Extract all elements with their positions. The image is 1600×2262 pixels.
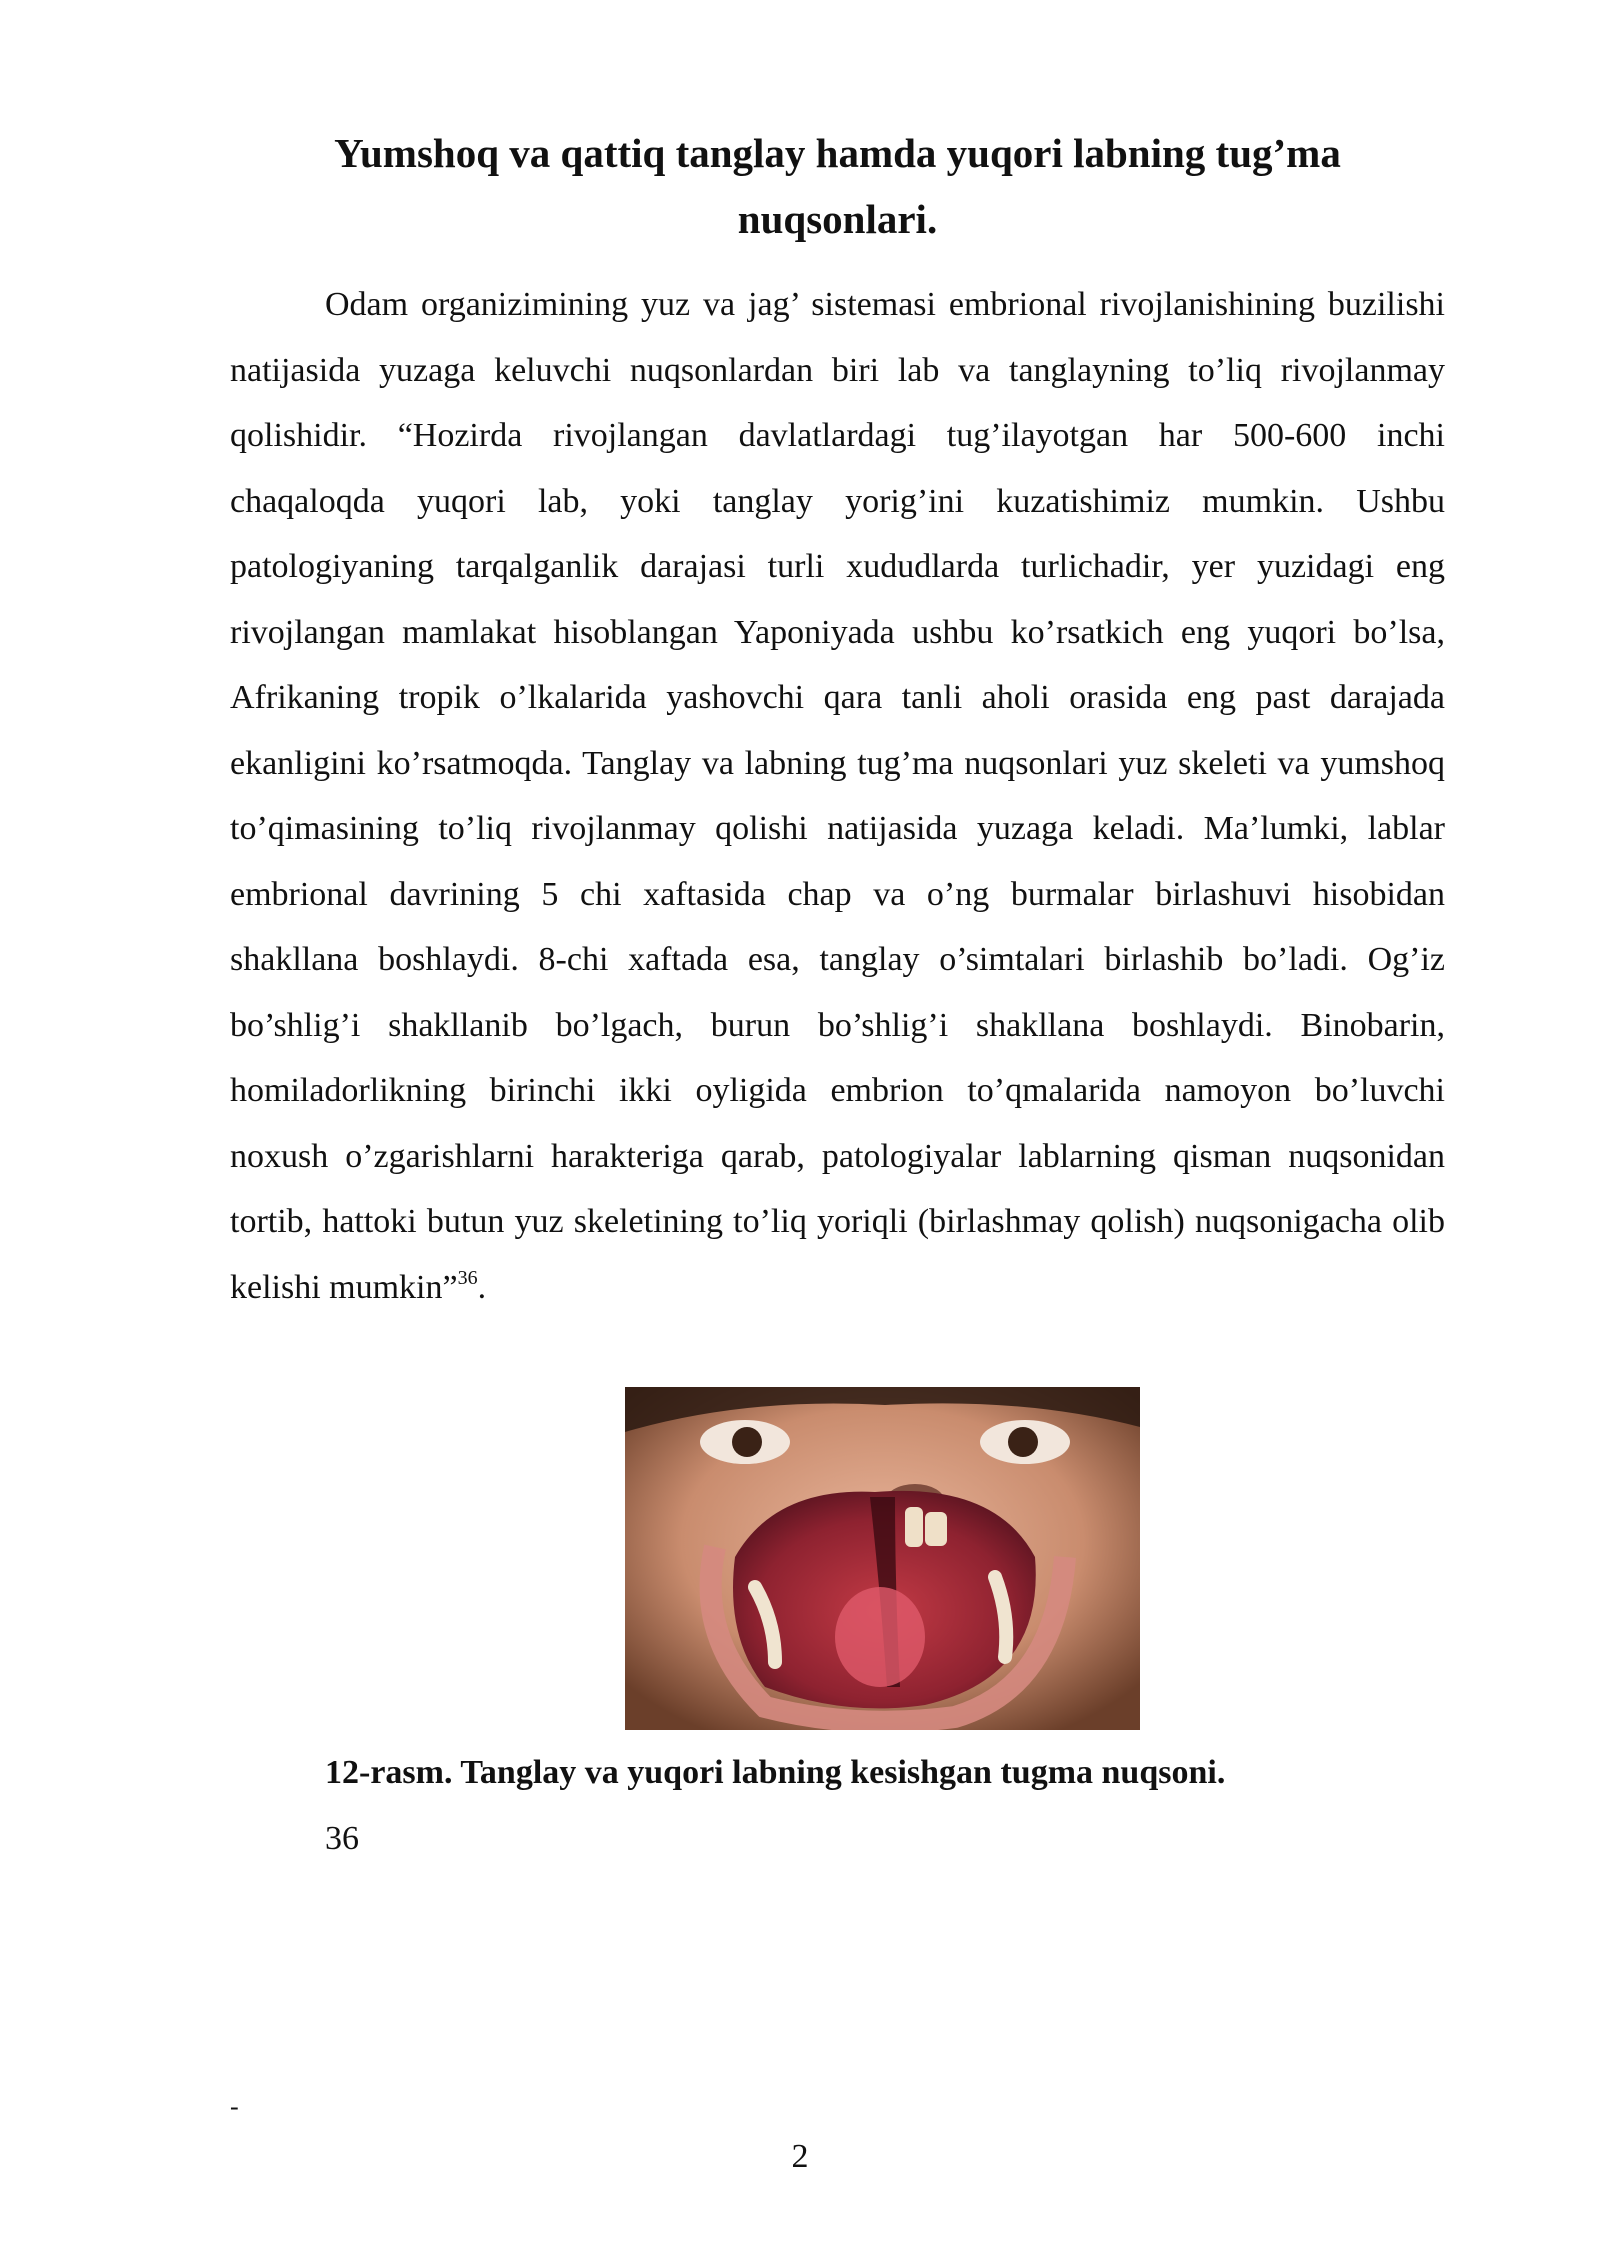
page-number: 2	[791, 2138, 809, 2175]
cleft-lip-palate-photo	[625, 1387, 1140, 1730]
tongue	[835, 1587, 925, 1687]
footnote-separator: -	[230, 2092, 239, 2121]
figure-caption: 12-rasm. Tanglay va yuqori labning kesishgan tugma nuqsoni.	[325, 1754, 1226, 1791]
right-iris	[1008, 1427, 1038, 1457]
page-title: Yumshoq va qattiq tanglay hamda yuqori labning tug’ma nuqsonlari.	[334, 130, 1341, 242]
paragraph-text: Odam organizimining yuz va jag’ sistemasi embrional rivojlanishining buzilishi natijasida yuzaga keluvchi nuqsonlardan biri lab va tanglayning to’liq rivojlanmay qolishidir. “Hozirda rivojlangan davlatlardagi tug’ilayotgan har 500-600 inchi chaqaloqda yuqori lab, yoki tanglay yorig’ini kuzatishimiz mumkin. Ushbu patologiyaning tarqalganlik darajasi turli xududlarda turlichadir, yer yuzidagi eng rivojlangan mamlakat hisoblangan Yaponiyada ushbu ko’rsatkich eng yuqori bo’lsa, Afrikaning tropik o’lkalarida yashovchi qara tanli aholi orasida eng past darajada ekanligini ko’rsatmoqda. Tanglay va labning tug’ma nuqsonlari yuz skeleti va yumshoq to’qimasining to’liq rivojlanmay qolishi natijasida yuzaga keladi. Ma’lumki, lablar embrional davrining 5 chi xaftasida chap va o’ng burmalar birlashuvi hisobidan shakllana boshlaydi. 8-chi xaftada esa, tanglay o’simtalari birlashib bo’ladi. Og’iz bo’shlig’i shakllanib bo’lgach, burun bo’shlig’i shakllana boshlaydi. Binobarin, homiladorlikning birinchi ikki oyligida embrion to’qmalarida namoyon bo’luvchi noxush o’zgarishlarni harakteriga qarab, patologiyalar lablarning qisman nuqsonidan tortib, hattoki butun yuz skeletining to’liq yoriqli (birlashmay qolish) nuqsonigacha olib kelishi mumkin”	[230, 286, 1445, 1306]
front-tooth	[905, 1507, 923, 1547]
figure-footnote-number: 36	[325, 1820, 359, 1857]
photo-illustration	[625, 1387, 1140, 1730]
front-tooth-2	[925, 1512, 947, 1546]
left-iris	[732, 1427, 762, 1457]
body-paragraph	[230, 272, 1445, 1320]
paragraph-end: .	[477, 1268, 487, 1306]
footnote-reference: 36	[457, 1266, 478, 1289]
